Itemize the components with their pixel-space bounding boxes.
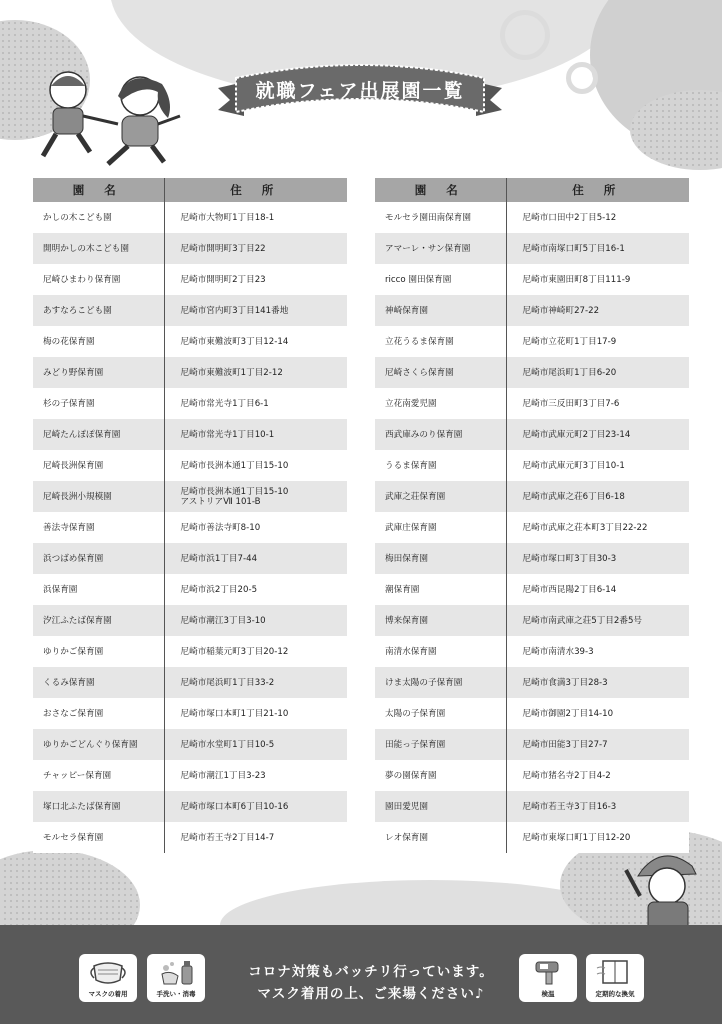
- table-row: [375, 264, 689, 295]
- table-row: [33, 543, 347, 574]
- table-row: [33, 481, 347, 512]
- nursery-name: ricco 園田保育園: [375, 264, 506, 295]
- nursery-address: [506, 233, 689, 264]
- table-row: [375, 729, 689, 760]
- address-line: 尼崎市三反田町3丁目7-6: [522, 398, 620, 409]
- nursery-address: [506, 481, 689, 512]
- nursery-name: チャッピー保育園: [33, 760, 164, 791]
- table-row: [375, 388, 689, 419]
- mask-icon: [88, 958, 128, 986]
- nursery-address: [164, 791, 347, 822]
- nursery-name: モルセラ保育園: [33, 822, 164, 853]
- nursery-address: [506, 760, 689, 791]
- table-row: [33, 264, 347, 295]
- nursery-address: [506, 450, 689, 481]
- handwash-badge: [147, 954, 205, 1002]
- nursery-name: 武庫之荘保育園: [375, 481, 506, 512]
- nursery-address: [506, 574, 689, 605]
- nursery-name: 梅の花保育園: [33, 326, 164, 357]
- nursery-name: 園田愛児園: [375, 791, 506, 822]
- address-line: 尼崎市東難波町1丁目2-12: [180, 367, 283, 378]
- nursery-name: 夢の園保育園: [375, 760, 506, 791]
- nursery-address: [506, 667, 689, 698]
- nursery-name: 尼崎さくら保育園: [375, 357, 506, 388]
- table-row: [375, 295, 689, 326]
- nursery-name: 杉の子保育園: [33, 388, 164, 419]
- address-line: 尼崎市南塚口町5丁目16-1: [522, 243, 625, 254]
- badge-label: 手洗い・消毒: [156, 990, 196, 998]
- address-line: 尼崎市西昆陽2丁目6-14: [522, 584, 617, 595]
- address-line: 尼崎市武庫之荘本町3丁目22-22: [522, 522, 648, 533]
- nursery-address: [164, 667, 347, 698]
- nursery-address: [164, 233, 347, 264]
- table-row: [33, 574, 347, 605]
- table-row: [375, 357, 689, 388]
- address-line: 尼崎市稲葉元町3丁目20-12: [180, 646, 289, 657]
- table-row: [375, 791, 689, 822]
- table-row: [33, 698, 347, 729]
- address-line: 尼崎市東園田町8丁目111-9: [522, 274, 631, 285]
- nursery-name: うるま保育園: [375, 450, 506, 481]
- nursery-address: [164, 822, 347, 853]
- nursery-address: [164, 295, 347, 326]
- nursery-name: 博来保育園: [375, 605, 506, 636]
- nursery-name: レオ保育園: [375, 822, 506, 853]
- table-row: [375, 698, 689, 729]
- decor-ring-1: [500, 10, 550, 60]
- table-row: [33, 760, 347, 791]
- nursery-address: [164, 574, 347, 605]
- nursery-address: [164, 543, 347, 574]
- nursery-address: [506, 419, 689, 450]
- table-row: [33, 357, 347, 388]
- address-line: 尼崎市長洲本通1丁目15-10: [180, 486, 289, 497]
- nursery-address: [164, 605, 347, 636]
- address-line: 尼崎市常光寺1丁目6-1: [180, 398, 269, 409]
- table-row: [33, 295, 347, 326]
- table-row: [375, 419, 689, 450]
- table-row: [33, 202, 347, 233]
- address-line-2: アストリアⅦ 101-B: [180, 496, 261, 507]
- badge-label: 検温: [541, 990, 555, 998]
- nursery-name: みどり野保育園: [33, 357, 164, 388]
- nursery-address: [506, 326, 689, 357]
- exhibitor-table-right: [375, 178, 689, 853]
- table-row: [375, 543, 689, 574]
- nursery-address: [164, 264, 347, 295]
- nursery-address: [506, 698, 689, 729]
- nursery-name: 尼崎ひまわり保育園: [33, 264, 164, 295]
- address-line: 尼崎市武庫元町3丁目10-1: [522, 460, 625, 471]
- table-row: [33, 605, 347, 636]
- address-line: 尼崎市尾浜町1丁目6-20: [522, 367, 617, 378]
- nursery-address: [164, 729, 347, 760]
- address-line: 尼崎市東塚口町1丁目12-20: [522, 832, 631, 843]
- address-line: 尼崎市塚口町3丁目30-3: [522, 553, 617, 564]
- nursery-address: [506, 512, 689, 543]
- nursery-address: [164, 760, 347, 791]
- nursery-name: 開明かしの木こども園: [33, 233, 164, 264]
- column-header-name: 園 名: [33, 178, 164, 202]
- footer-message-line2: マスク着用の上、ご来場ください♪: [257, 986, 485, 1002]
- nursery-address: [506, 295, 689, 326]
- children-illustration: [18, 66, 188, 170]
- nursery-address: [164, 481, 347, 512]
- address-line: 尼崎市常光寺1丁目10-1: [180, 429, 275, 440]
- table-header-row: [33, 178, 347, 202]
- nursery-name: おさなご保育園: [33, 698, 164, 729]
- nursery-name: 尼崎長洲小規模園: [33, 481, 164, 512]
- nursery-address: [164, 357, 347, 388]
- nursery-address: [506, 264, 689, 295]
- title-banner: [214, 60, 506, 120]
- table-row: [375, 202, 689, 233]
- table-row: [33, 822, 347, 853]
- table-row: [33, 636, 347, 667]
- address-line: 尼崎市善法寺町8-10: [180, 522, 261, 533]
- table-row: [375, 481, 689, 512]
- window-icon: [595, 958, 635, 986]
- nursery-address: [164, 202, 347, 233]
- mask-badge: [79, 954, 137, 1002]
- address-line: 尼崎市立花町1丁目17-9: [522, 336, 617, 347]
- decor-ring-2: [566, 62, 598, 94]
- ventilation-badge: [586, 954, 644, 1002]
- address-line: 尼崎市塚口本町6丁目10-16: [180, 801, 289, 812]
- nursery-name: 塚口北ふたば保育園: [33, 791, 164, 822]
- thermometer-icon: [528, 958, 568, 986]
- nursery-name: アマーレ・サン保育園: [375, 233, 506, 264]
- nursery-address: [164, 512, 347, 543]
- address-line: 尼崎市大物町1丁目18-1: [180, 212, 275, 223]
- table-row: [33, 233, 347, 264]
- table-row: [375, 605, 689, 636]
- nursery-address: [506, 605, 689, 636]
- nursery-name: かしの木こども園: [33, 202, 164, 233]
- nursery-name: 神崎保育園: [375, 295, 506, 326]
- table-header-row: [375, 178, 689, 202]
- nursery-address: [506, 357, 689, 388]
- address-line: 尼崎市尾浜町1丁目33-2: [180, 677, 275, 688]
- address-line: 尼崎市浜2丁目20-5: [180, 584, 258, 595]
- address-line: 尼崎市武庫之荘6丁目6-18: [522, 491, 625, 502]
- handwash-icon: [156, 958, 196, 986]
- nursery-name: あすなろこども園: [33, 295, 164, 326]
- table-row: [33, 667, 347, 698]
- table-row: [375, 233, 689, 264]
- table-row: [375, 667, 689, 698]
- table-row: [33, 791, 347, 822]
- address-line: 尼崎市東難波町3丁目12-14: [180, 336, 289, 347]
- table-row: [33, 729, 347, 760]
- address-line: 尼崎市若王寺2丁目14-7: [180, 832, 275, 843]
- nursery-name: 汐江ふたば保育園: [33, 605, 164, 636]
- nursery-name: 尼崎長洲保育園: [33, 450, 164, 481]
- nursery-address: [164, 326, 347, 357]
- column-header-name: 園 名: [375, 178, 506, 202]
- page-title: 就職フェア出展園一覧: [255, 80, 465, 102]
- nursery-address: [164, 698, 347, 729]
- nursery-name: 浜つばめ保育園: [33, 543, 164, 574]
- nursery-name: けま太陽の子保育園: [375, 667, 506, 698]
- address-line: 尼崎市御園2丁目14-10: [522, 708, 614, 719]
- table-row: [33, 419, 347, 450]
- table-row: [375, 512, 689, 543]
- address-line: 尼崎市潮江3丁目3-10: [180, 615, 266, 626]
- nursery-name: 田能っ子保育園: [375, 729, 506, 760]
- address-line: 尼崎市口田中2丁目5-12: [522, 212, 617, 223]
- table-row: [33, 326, 347, 357]
- footer-message-line1: コロナ対策もバッチリ行っています。: [248, 964, 494, 980]
- nursery-address: [506, 202, 689, 233]
- nursery-address: [506, 791, 689, 822]
- address-line: 尼崎市南武庫之荘5丁目2番5号: [522, 615, 643, 626]
- address-line: 尼崎市猪名寺2丁目4-2: [522, 770, 611, 781]
- address-line: 尼崎市神崎町27-22: [522, 305, 600, 316]
- address-line: 尼崎市宮内町3丁目141番地: [180, 305, 289, 316]
- nursery-name: 潮保育園: [375, 574, 506, 605]
- temperature-badge: [519, 954, 577, 1002]
- address-line: 尼崎市南清水39-3: [522, 646, 594, 657]
- nursery-address: [164, 450, 347, 481]
- nursery-name: 善法寺保育園: [33, 512, 164, 543]
- nursery-name: 太陽の子保育園: [375, 698, 506, 729]
- table-row: [375, 450, 689, 481]
- address-line: 尼崎市浜1丁目7-44: [180, 553, 258, 564]
- table-row: [375, 574, 689, 605]
- address-line: 尼崎市開明町3丁目22: [180, 243, 266, 254]
- column-header-address: 住 所: [506, 178, 689, 202]
- nursery-name: 浜保育園: [33, 574, 164, 605]
- nursery-name: 南清水保育園: [375, 636, 506, 667]
- table-row: [33, 388, 347, 419]
- nursery-name: モルセラ園田南保育園: [375, 202, 506, 233]
- exhibitor-table-left: [33, 178, 347, 853]
- nursery-address: [506, 636, 689, 667]
- table-row: [375, 636, 689, 667]
- nursery-name: 尼崎たんぽぽ保育園: [33, 419, 164, 450]
- table-row: [33, 512, 347, 543]
- address-line: 尼崎市水堂町1丁目10-5: [180, 739, 275, 750]
- nursery-name: ゆりかご保育園: [33, 636, 164, 667]
- nursery-address: [164, 636, 347, 667]
- nursery-address: [164, 388, 347, 419]
- nursery-address: [506, 729, 689, 760]
- badge-label: 定期的な換気: [595, 990, 635, 998]
- nursery-name: くるみ保育園: [33, 667, 164, 698]
- nursery-address: [164, 419, 347, 450]
- nursery-address: [506, 543, 689, 574]
- nursery-name: 立花うるま保育園: [375, 326, 506, 357]
- nursery-name: 西武庫みのり保育園: [375, 419, 506, 450]
- address-line: 尼崎市塚口本町1丁目21-10: [180, 708, 289, 719]
- badge-label: マスクの着用: [88, 990, 128, 998]
- nursery-name: 立花南愛児園: [375, 388, 506, 419]
- column-header-address: 住 所: [164, 178, 347, 202]
- nursery-address: [506, 388, 689, 419]
- nursery-name: ゆりかごどんぐり保育園: [33, 729, 164, 760]
- address-line: 尼崎市開明町2丁目23: [180, 274, 266, 285]
- table-row: [33, 450, 347, 481]
- table-row: [375, 760, 689, 791]
- address-line: 尼崎市田能3丁目27-7: [522, 739, 608, 750]
- nursery-name: 梅田保育園: [375, 543, 506, 574]
- address-line: 尼崎市武庫元町2丁目23-14: [522, 429, 631, 440]
- address-line: 尼崎市長洲本通1丁目15-10: [180, 460, 289, 471]
- address-line: 尼崎市若王寺3丁目16-3: [522, 801, 617, 812]
- nursery-name: 武庫庄保育園: [375, 512, 506, 543]
- table-row: [375, 326, 689, 357]
- address-line: 尼崎市食満3丁目28-3: [522, 677, 608, 688]
- address-line: 尼崎市潮江1丁目3-23: [180, 770, 266, 781]
